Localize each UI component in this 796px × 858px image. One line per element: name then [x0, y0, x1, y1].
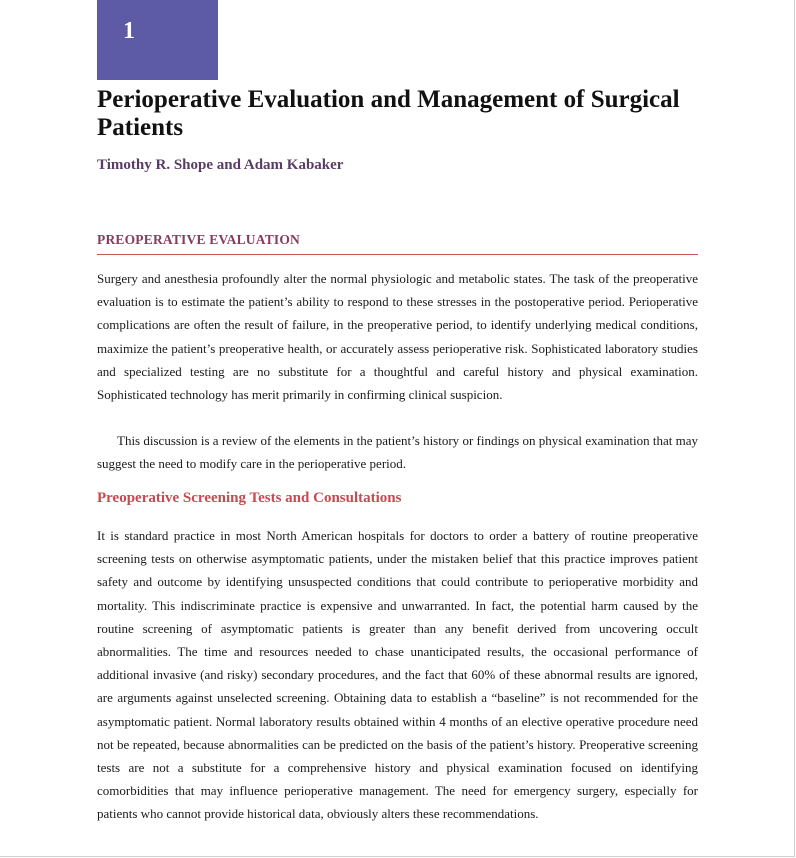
- section-heading-text: PREOPERATIVE EVALUATION: [97, 232, 301, 247]
- chapter-title: Perioperative Evaluation and Management of Surgical Patients: [97, 86, 680, 141]
- chapter-number-box: [97, 0, 218, 80]
- body-paragraph-3: It is standard practice in most North American hospitals for doctors to order a battery of routine preoperative screening tests on otherwise asymptomatic patients, under the mistaken belief that this practice improves patient safety and outcome by identifying unsuspected conditions that could contribute to perioperative morbidity and mortality. This indiscriminate practice is expensive and unwarranted. In fact, the potential harm caused by the routine screening of asymptomatic patients is greater than any benefit derived from uncovering occult abnormalities. The time and resources needed to chase unanticipated results, the occasional performance of additional invasive (and risky) secondary procedures, and the fact that 60% of these abnormal results are ignored, are arguments against unselected screening. Obtaining data to establish a “baseline” is not recommended for the asymptomatic patient. Normal laboratory results obtained within 4 months of an elective operative procedure need not be repeated, because abnormalities can be predicted on the basis of the patient’s history. Preoperative screening tests are not a substitute for a comprehensive history and physical examination focused on identifying comorbidities that may influence perioperative management. The need for emergency surgery, especially for patients who cannot provide historical data, obviously alters these recommendations.: [97, 528, 698, 822]
- chapter-authors: Timothy R. Shope and Adam Kabaker: [97, 157, 344, 173]
- chapter-number: 1: [123, 18, 135, 44]
- section-heading: [97, 231, 698, 255]
- body-paragraph-2: This discussion is a review of the elements in the patient’s history or findings on physical examination that may suggest the need to modify care in the perioperative period.: [97, 433, 698, 472]
- subsection-heading: Preoperative Screening Tests and Consultations: [97, 490, 402, 506]
- body-paragraph-1: Surgery and anesthesia profoundly alter the normal physiologic and metabolic states. The task of the preoperative evaluation is to estimate the patient’s ability to respond to these stresses in the postoperative period. Perioperative complications are often the result of failure, in the preoperative period, to identify underlying medical conditions, maximize the patient’s preoperative health, or accurately assess perioperative risk. Sophisticated laboratory studies and specialized testing are no substitute for a thoughtful and careful history and physical examination. Sophisticated technology has merit primarily in confirming clinical suspicion.: [97, 271, 698, 403]
